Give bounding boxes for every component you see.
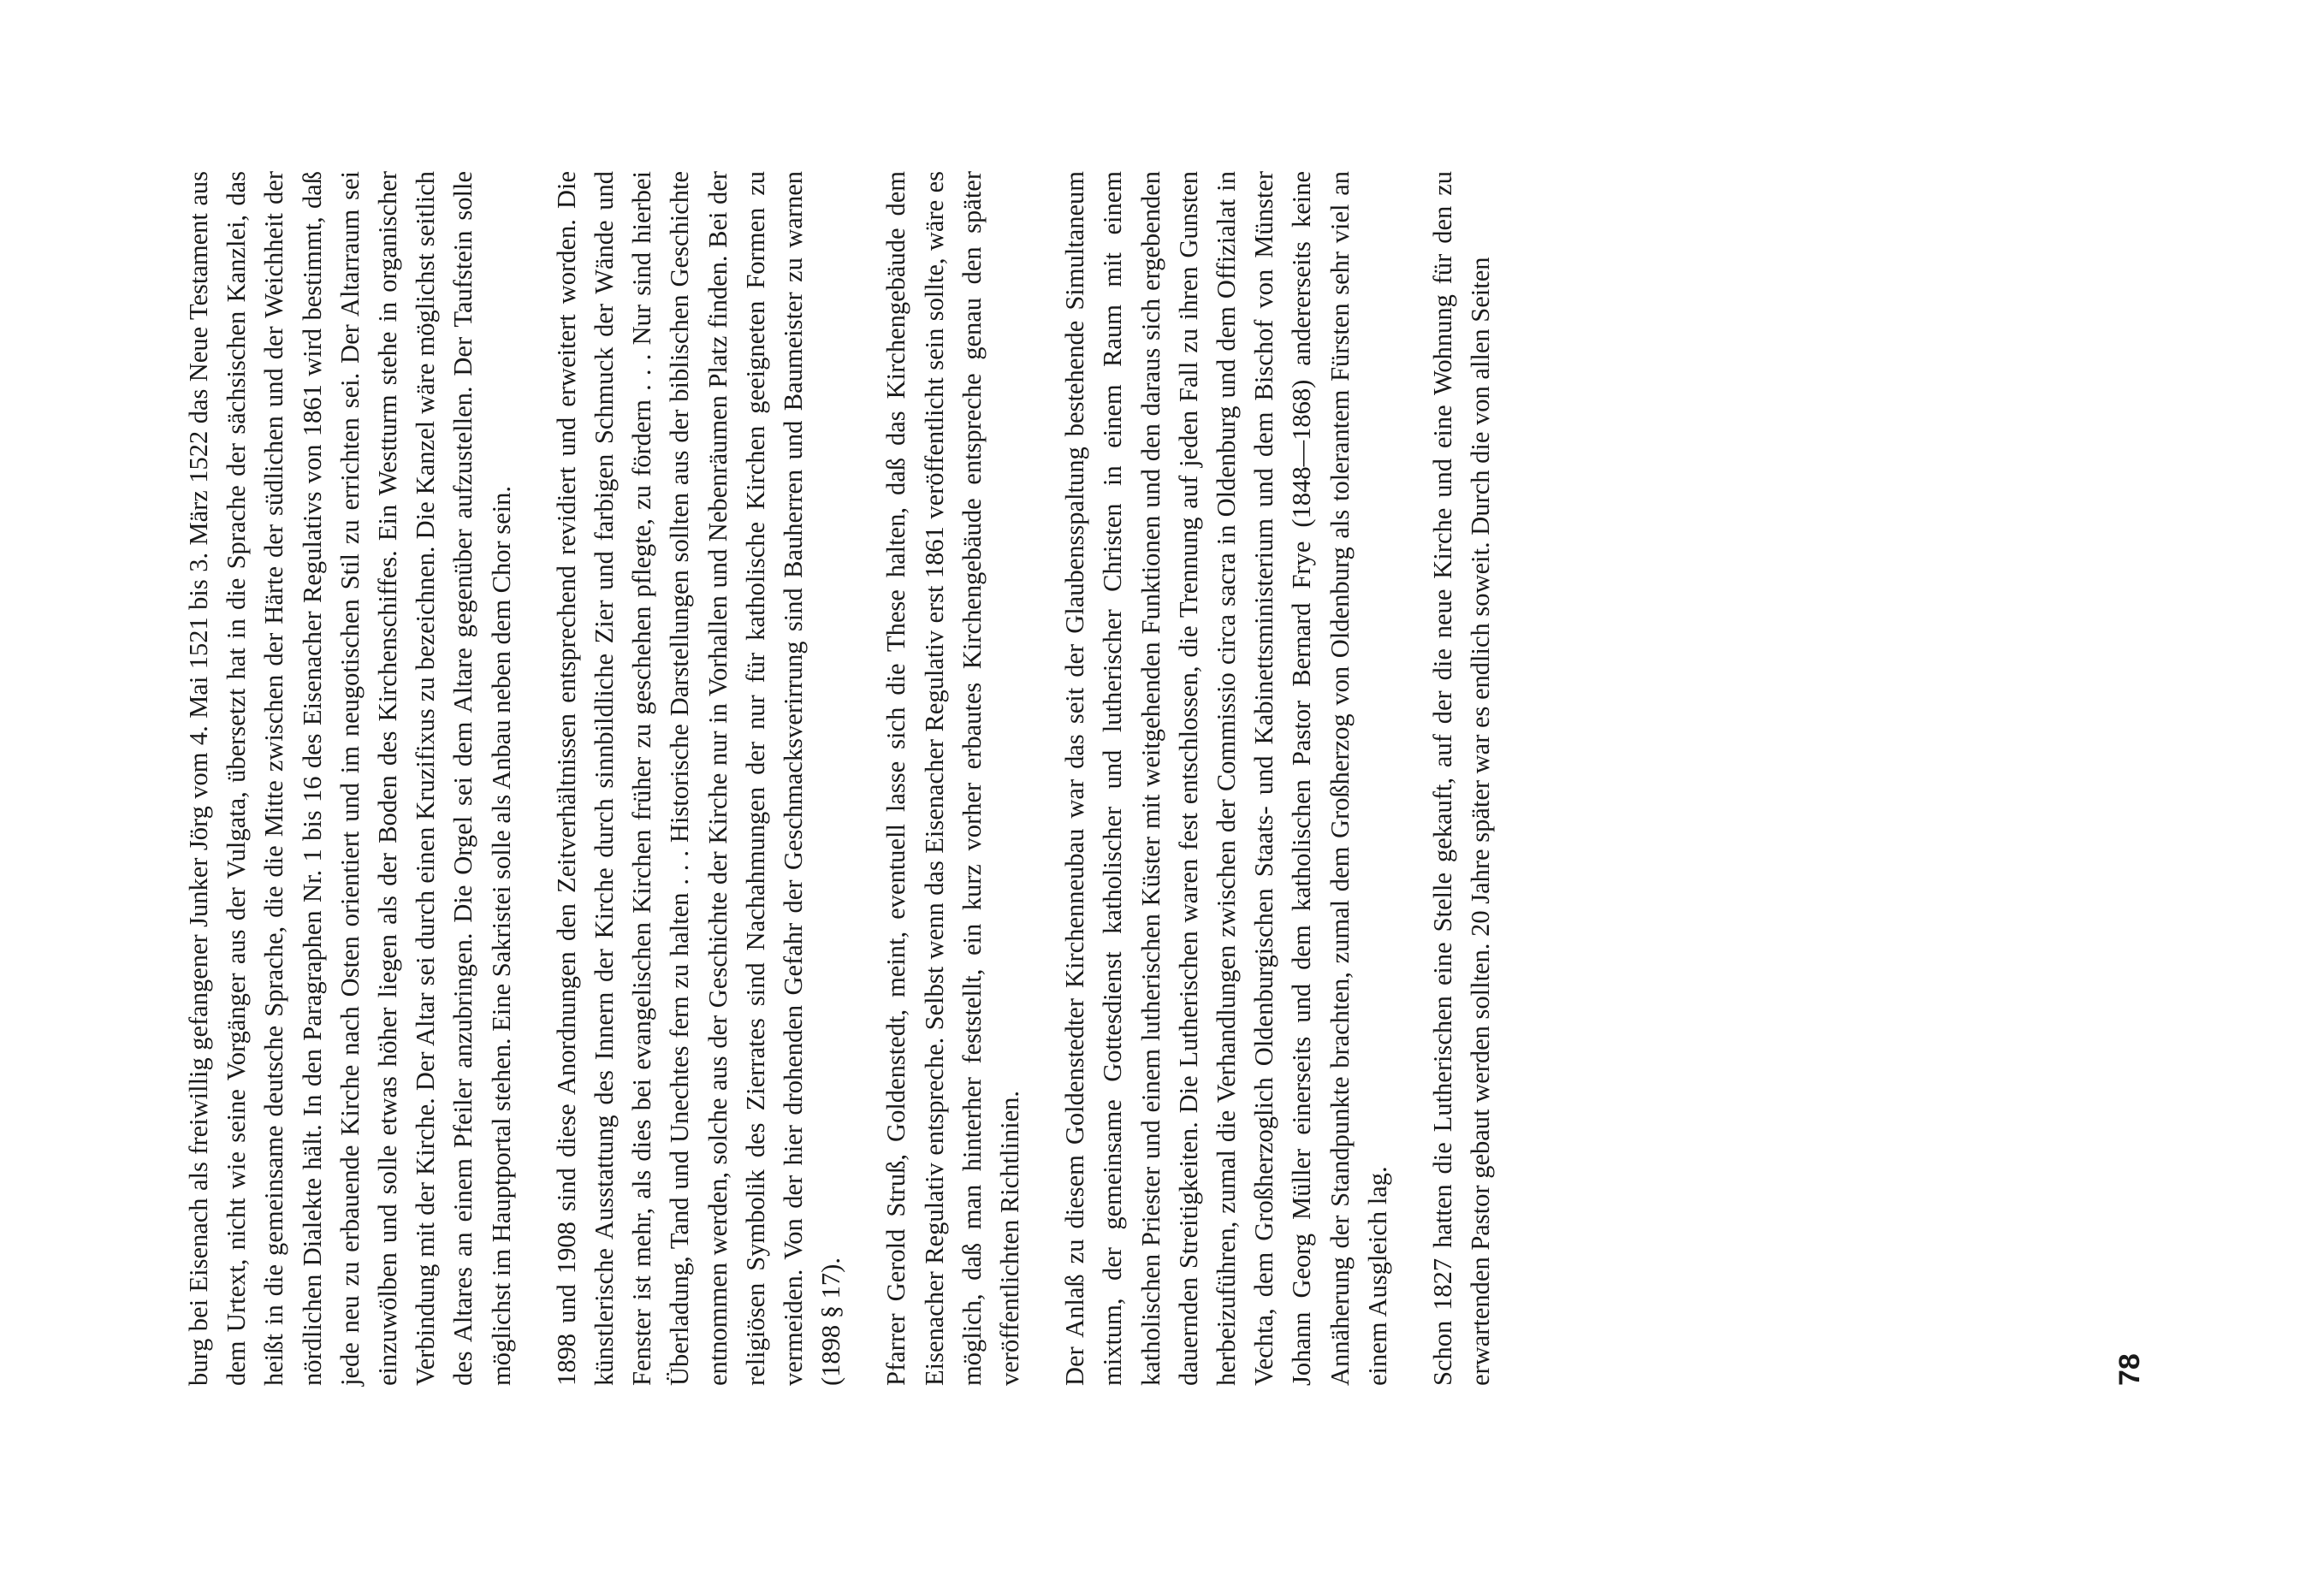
paragraph-gap	[520, 171, 548, 1386]
page-number: 78	[2114, 1353, 2146, 1386]
paragraph-gap	[1029, 171, 1056, 1386]
paragraph-4: Der Anlaß zu diesem Goldenstedter Kirchenneubau war das seit der Glaubensspaltung bestehende Simultaneum mixtum, der gemeinsame Gottesdienst katholischer und lutherischer Christen in einem Raum mit einem katholischen Priester und einem lutherischen Küster mit weitgehenden Funktionen und den daraus sich ergebenden dauernden Streitigkeiten. Die Lutherischen waren fest entschlossen, die Trennung auf jeden Fall zu ihren Gunsten herbeizuführen, zumal die Verhandlungen zwischen der Commissio circa sacra in Oldenburg und dem Offizialat in Vechta, dem Großherzoglich Oldenburgischen Staats- und Kabinettsministerium und dem Bischof von Münster Johann Georg Müller einerseits und dem katholischen Pastor Bernard Frye (1848—1868) andererseits keine Annäherung der Standpunkte brachten, zumal dem Großherzog von Oldenburg als tolerantem Fürsten sehr viel an einem Ausgleich lag.	[1060, 171, 1392, 1386]
paragraph-2: 1898 und 1908 sind diese Anordnungen den Zeitverhältnissen entsprechend revidiert und erweitert worden. Die künstlerische Ausstattung des Innern der Kirche durch sinnbildliche Zier und farbigen Schmuck der Wände und Fenster ist mehr, als dies bei evangelischen Kirchen früher zu geschehen pflegte, zu fördern . . . Nur sind hierbei Überladung, Tand und Unechtes fern zu halten . . . Historische Darstellungen sollten aus der biblischen Geschichte entnommen werden, solche aus der Geschichte der Kirche nur in Vorhallen und Nebenräumen Platz finden. Bei der religiösen Symbolik des Zierrates sind Nachahmungen der nur für katholische Kirchen geeigneten Formen zu vermeiden. Von der hier drohenden Gefahr der Geschmacksverirrung sind Bauherren und Baumeister zu warnen (1898 § 17).	[551, 171, 846, 1386]
paragraph-3: Pfarrer Gerold Struß, Goldenstedt, meint, eventuell lasse sich die These halten, daß das Kirchengebäude dem Eisenacher Regulativ entspreche. Selbst wenn das Eisenacher Regulativ erst 1861 veröffentlicht sein sollte, wäre es möglich, daß man hinterher feststellt, ein kurz vorher erbautes Kirchengebäude entspreche genau den später veröffentlichten Richtlinien.	[881, 171, 1025, 1386]
body-text	[180, 171, 1500, 1386]
paragraph-gap	[850, 171, 877, 1386]
paragraph-gap	[1396, 171, 1424, 1386]
paragraph-1: burg bei Eisenach als freiwillig gefangener Junker Jörg vom 4. Mai 1521 bis 3. März 1522 das Neue Testament aus dem Urtext, nicht wie seine Vorgänger aus der Vulgata, übersetzt hat in die Sprache der sächsischen Kanzlei, das heißt in die gemeinsame deutsche Sprache, die die Mitte zwischen der Härte der südlichen und der Weichheit der nördlichen Dialekte hält. In den Paragraphen Nr. 1 bis 16 des Eisenacher Regulativs von 1861 wird bestimmt, daß jede neu zu erbauende Kirche nach Osten orientiert und im neugotischen Stil zu errichten sei. Der Altarraum sei einzuwölben und solle etwas höher liegen als der Boden des Kirchenschiffes. Ein Westturm stehe in organischer Verbindung mit der Kirche. Der Altar sei durch einen Kruzifixus zu bezeichnen. Die Kanzel wäre möglichst seitlich des Altares an einem Pfeiler anzubringen. Die Orgel sei dem Altare gegenüber aufzustellen. Der Taufstein solle möglichst im Hauptportal stehen. Eine Sakristei solle als Anbau neben dem Chor sein.	[184, 171, 516, 1386]
paragraph-5: Schon 1827 hatten die Lutherischen eine Stelle gekauft, auf der die neue Kirche und eine Wohnung für den zu erwartenden Pastor gebaut werden sollten. 20 Jahre später war es endlich soweit. Durch die von allen Seiten	[1428, 171, 1496, 1386]
